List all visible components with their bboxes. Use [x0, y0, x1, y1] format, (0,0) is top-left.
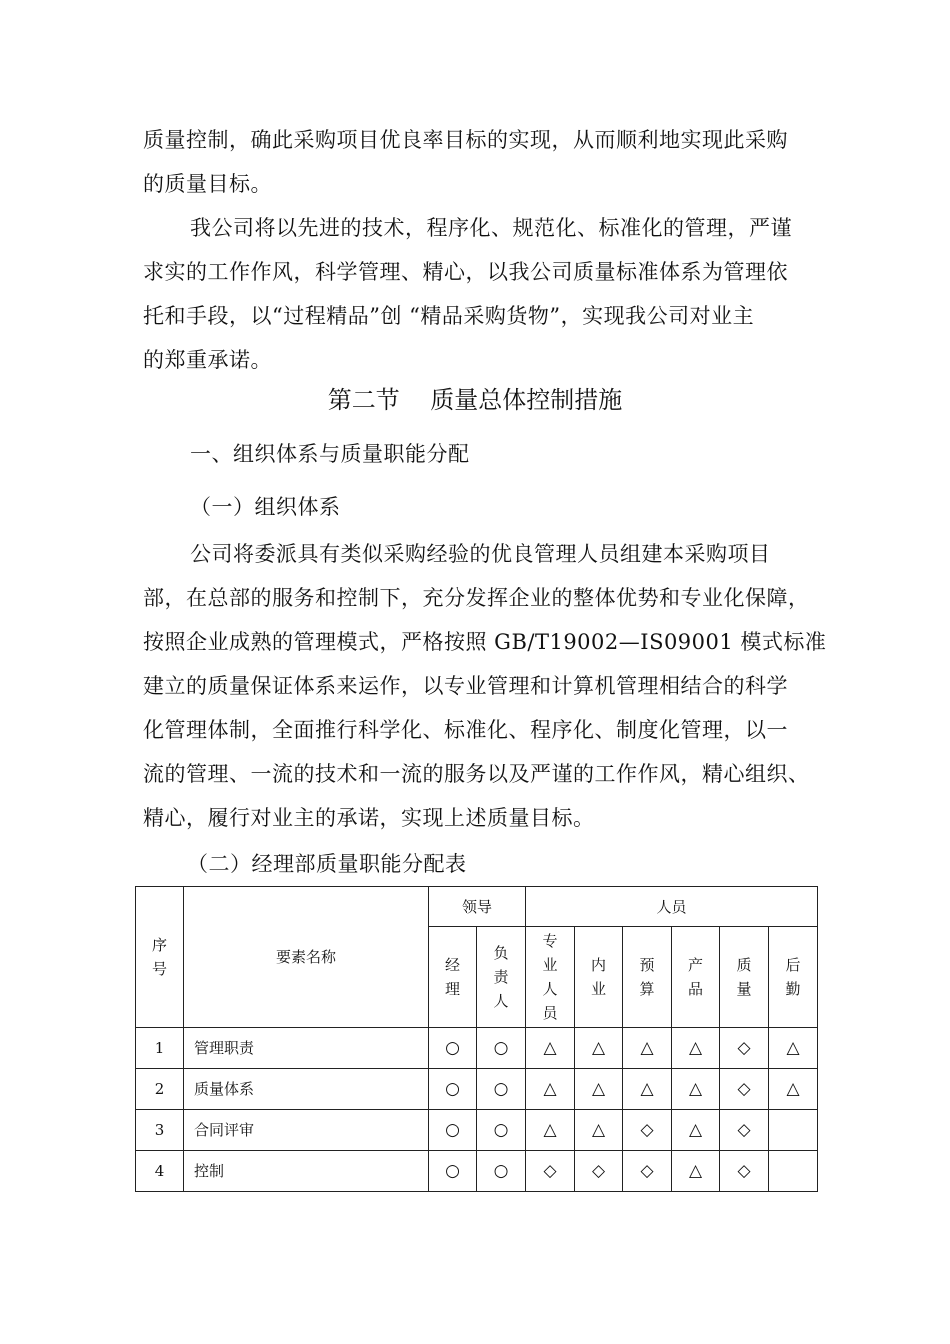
paragraph-line: 化管理体制，全面推行科学化、标准化、程序化、制度化管理，以一: [143, 718, 788, 742]
header-col-manager: 经理: [429, 927, 477, 1028]
header-staff: 人员: [526, 887, 818, 927]
row-mark: △: [623, 1069, 672, 1110]
header-element-name: 要素名称: [184, 887, 429, 1028]
row-mark: ◇: [720, 1110, 769, 1151]
paragraph-line: 部，在总部的服务和控制下，充分发挥企业的整体优势和专业化保障，: [143, 586, 810, 610]
row-mark: ○: [477, 1151, 526, 1192]
row-index: 4: [136, 1151, 184, 1192]
header-col-product: 产品: [672, 927, 720, 1028]
row-name: 控制: [184, 1151, 429, 1192]
row-mark: [769, 1110, 818, 1151]
row-mark: ○: [429, 1028, 477, 1069]
paragraph-line: 按照企业成熟的管理模式，严格按照 GB/T19002—IS09001 模式标准: [143, 630, 827, 654]
row-mark: ◇: [720, 1069, 769, 1110]
row-mark: △: [769, 1069, 818, 1110]
paragraph-line: 我公司将以先进的技术，程序化、规范化、标准化的管理，严谨: [190, 216, 792, 240]
row-mark: △: [672, 1110, 720, 1151]
paragraph-line: 建立的质量保证体系来运作，以专业管理和计算机管理相结合的科学: [143, 674, 788, 698]
subheading: 一、组织体系与质量职能分配: [190, 442, 470, 466]
paragraph-line: 公司将委派具有类似采购经验的优良管理人员组建本采购项目: [190, 542, 771, 566]
row-mark: ○: [477, 1069, 526, 1110]
row-mark: △: [526, 1069, 575, 1110]
table-caption: （二）经理部质量职能分配表: [187, 852, 467, 876]
row-index: 2: [136, 1069, 184, 1110]
row-mark: △: [672, 1028, 720, 1069]
row-mark: △: [526, 1110, 575, 1151]
row-mark: ◇: [720, 1028, 769, 1069]
row-mark: ◇: [526, 1151, 575, 1192]
row-mark: △: [623, 1028, 672, 1069]
row-index: 1: [136, 1028, 184, 1069]
row-mark: △: [769, 1028, 818, 1069]
paragraph-line: 托和手段，以“过程精品”创 “精品采购货物”，实现我公司对业主: [143, 304, 755, 328]
row-name: 质量体系: [184, 1069, 429, 1110]
row-index: 3: [136, 1110, 184, 1151]
row-mark: ○: [429, 1151, 477, 1192]
table-row: [136, 1069, 818, 1110]
table-row: [136, 1028, 818, 1069]
row-mark: △: [672, 1151, 720, 1192]
paragraph-line: 流的管理、一流的技术和一流的服务以及严谨的工作作风，精心组织、: [143, 762, 810, 786]
paragraph-line: 求实的工作作风，科学管理、精心，以我公司质量标准体系为管理依: [143, 260, 788, 284]
row-mark: △: [575, 1028, 623, 1069]
row-mark: [769, 1151, 818, 1192]
header-leadership: 领导: [429, 887, 526, 927]
row-mark: △: [575, 1069, 623, 1110]
header-col-responsible: 负责人: [477, 927, 526, 1028]
row-mark: ◇: [575, 1151, 623, 1192]
quality-function-table: [135, 886, 818, 1192]
header-index: 序号: [136, 887, 184, 1028]
row-mark: ○: [477, 1110, 526, 1151]
subheading: （一）组织体系: [190, 495, 341, 519]
header-col-internal: 内业: [575, 927, 623, 1028]
table-row: [136, 1151, 818, 1192]
header-col-specialist: 专业人员: [526, 927, 575, 1028]
row-mark: ◇: [623, 1151, 672, 1192]
section-heading: 第二节 质量总体控制措施: [327, 386, 623, 414]
row-mark: ◇: [623, 1110, 672, 1151]
row-name: 管理职责: [184, 1028, 429, 1069]
paragraph-line: 的质量目标。: [143, 172, 272, 196]
row-mark: ○: [429, 1110, 477, 1151]
header-col-logistics: 后勤: [769, 927, 818, 1028]
row-name: 合同评审: [184, 1110, 429, 1151]
paragraph-line: 质量控制，确此采购项目优良率目标的实现，从而顺利地实现此采购: [143, 128, 788, 152]
row-mark: ○: [429, 1069, 477, 1110]
row-mark: △: [672, 1069, 720, 1110]
header-col-quality: 质量: [720, 927, 769, 1028]
row-mark: ○: [477, 1028, 526, 1069]
row-mark: △: [526, 1028, 575, 1069]
row-mark: ◇: [720, 1151, 769, 1192]
paragraph-line: 精心，履行对业主的承诺，实现上述质量目标。: [143, 806, 595, 830]
table-row: [136, 1110, 818, 1151]
paragraph-line: 的郑重承诺。: [143, 348, 272, 372]
header-col-budget: 预算: [623, 927, 672, 1028]
row-mark: △: [575, 1110, 623, 1151]
